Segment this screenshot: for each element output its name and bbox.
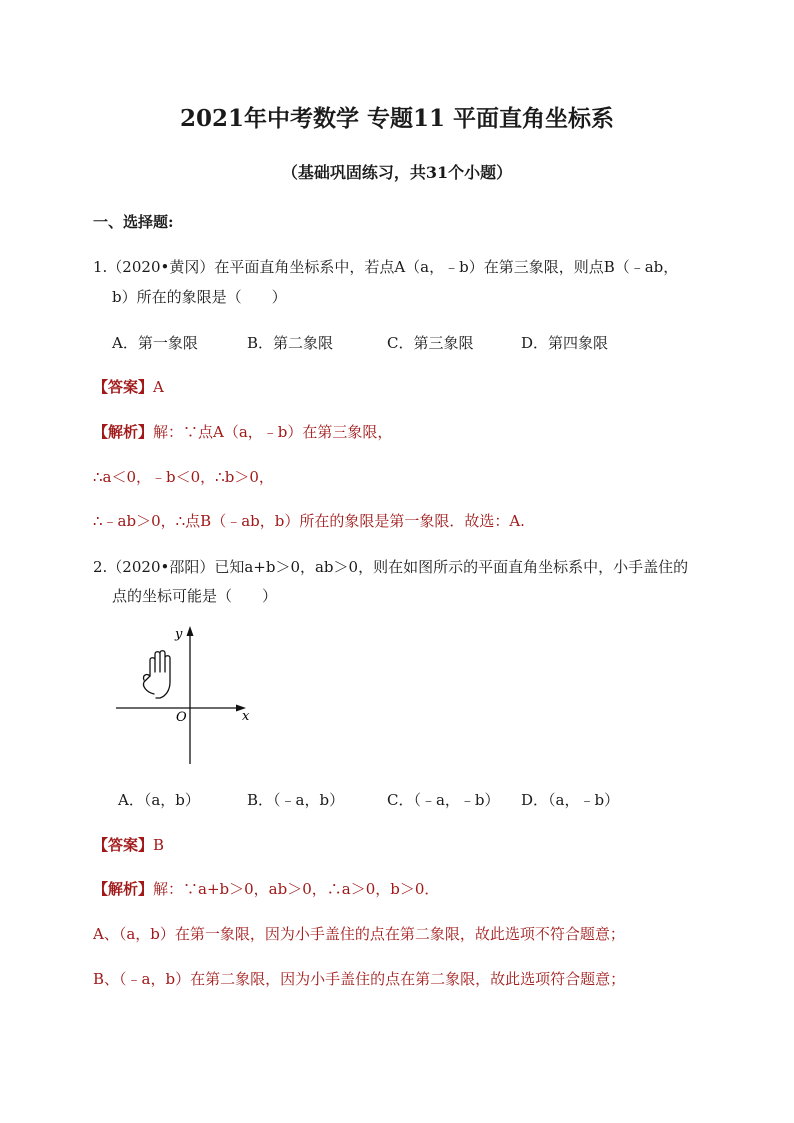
answer-label: 【答案】 [93,836,154,854]
question-1-analysis-3: ∴﹣ab＞0，∴点B（﹣ab，b）所在的象限是第一象限．故选：A. [93,512,525,530]
coordinate-figure [112,620,262,770]
origin-label: O [176,710,187,725]
question-1-analysis-1 [93,421,392,442]
question-2-line-2: 点的坐标可能是（ ） [112,587,278,605]
analysis-label: 【解析】 [93,880,154,898]
section-heading: 一、选择题: [93,213,174,231]
question-2-analysis-2: A、（a，b）在第一象限，因为小手盖住的点在第二象限，故此选项不符合题意； [93,925,625,943]
answer-value: B [153,836,165,854]
y-axis-label: y [175,627,183,642]
answer-label: 【答案】 [93,378,154,396]
x-axis-label: x [242,709,250,724]
question-2-option-c: C．（﹣a，﹣b） [387,791,500,809]
question-1-answer [93,376,164,397]
y-axis [187,626,194,764]
question-1-option-d: D．第四象限 [521,334,609,352]
question-2-option-d: D．（a，﹣b） [521,791,620,809]
question-2-answer [93,834,164,855]
answer-value: A [153,378,164,396]
hand-icon [143,651,170,698]
question-1-line-2: b）所在的象限是（ ） [112,288,287,306]
page-subtitle: （基础巩固练习，共31个小题） [281,163,513,182]
question-1-option-b: B．第二象限 [247,334,334,352]
analysis-label: 【解析】 [93,423,154,441]
page-title: 2021年中考数学 专题11 平面直角坐标系 [179,105,615,132]
analysis-text: 解：∵a+b＞0，ab＞0，∴a＞0，b＞0． [153,880,440,898]
question-1-analysis-2: ∴a＜0，﹣b＜0，∴b＞0， [93,468,274,486]
question-1-line-1: 1.（2020•黄冈）在平面直角坐标系中，若点A（a，﹣b）在第三象限，则点B（﹣ab， [93,258,679,276]
question-2-option-a: A．（a，b） [118,791,200,809]
question-2-analysis-1 [93,878,439,899]
analysis-text: 解：∵点A（a，﹣b）在第三象限， [153,423,393,441]
question-1-option-c: C．第三象限 [387,334,474,352]
question-2-analysis-3: B、（﹣a，b）在第二象限，因为小手盖住的点在第二象限，故此选项符合题意； [93,970,626,988]
question-2-option-b: B．（﹣a，b） [247,791,345,809]
question-2-line-1: 2.（2020•邵阳）已知a+b＞0，ab＞0，则在如图所示的平面直角坐标系中，小手盖住的 [93,558,689,576]
question-1-option-a: A．第一象限 [112,334,198,352]
